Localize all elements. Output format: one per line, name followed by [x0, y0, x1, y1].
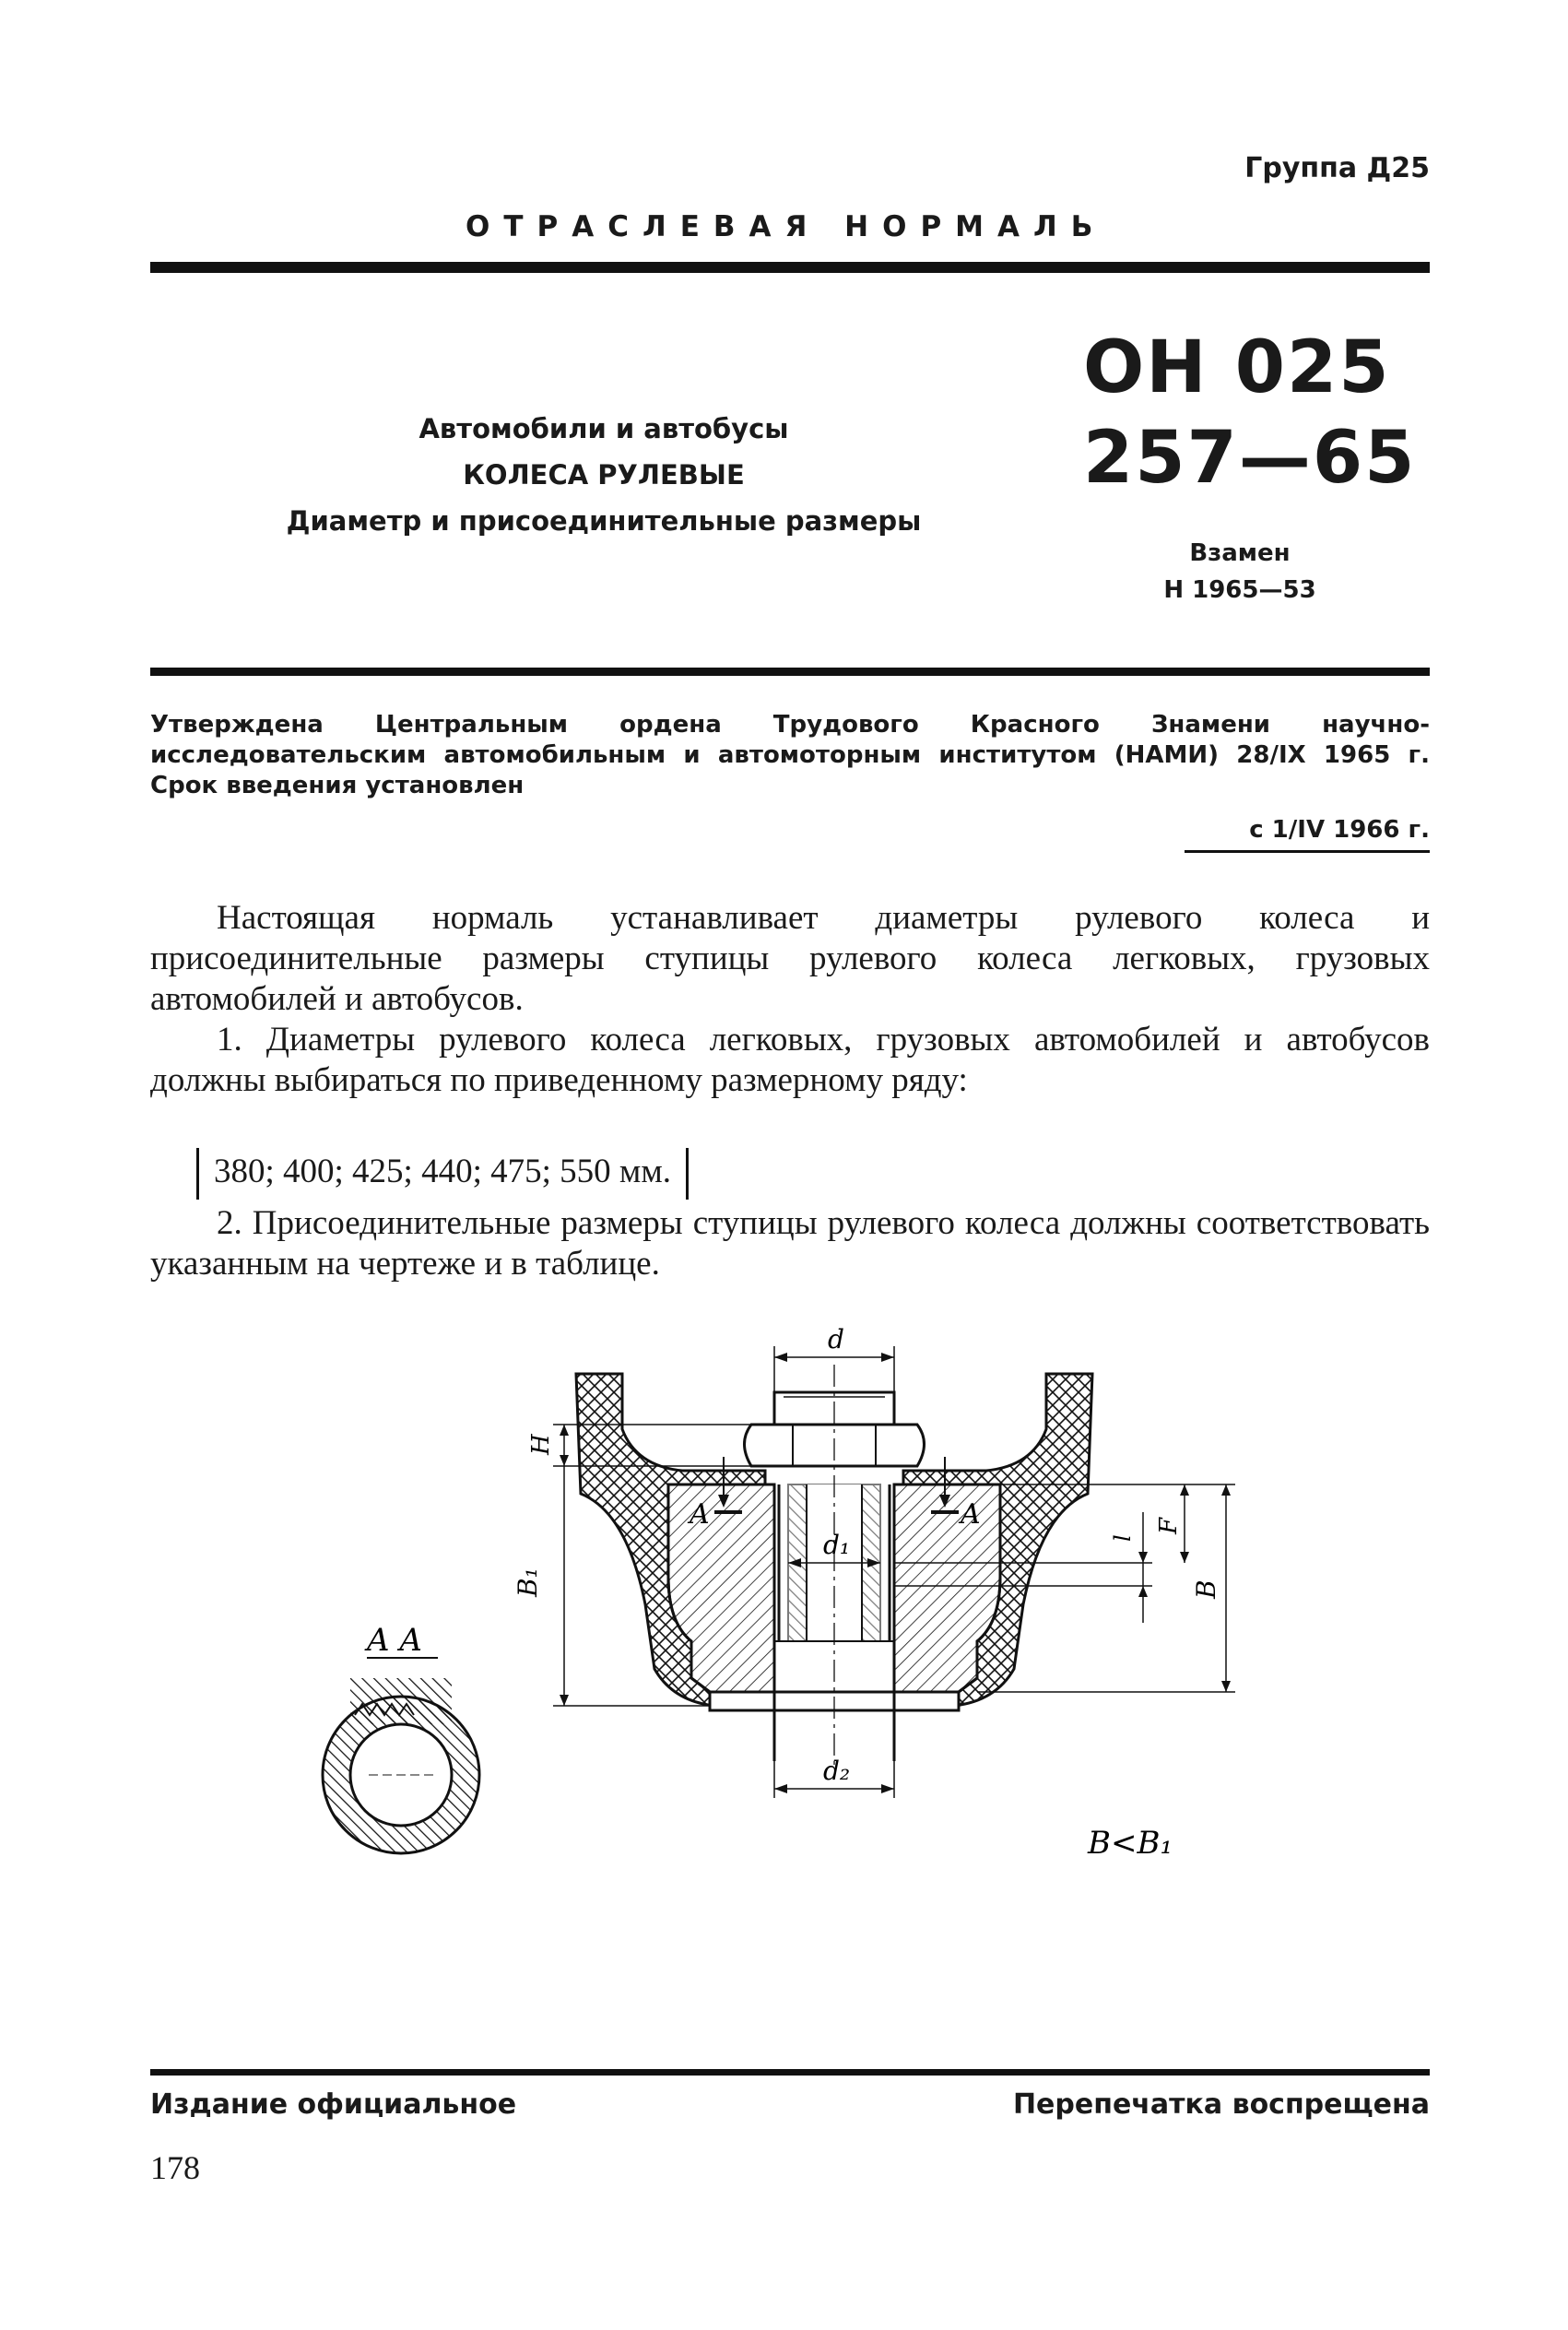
page-number: 178	[150, 2149, 200, 2186]
group-code: Группа Д25	[1244, 152, 1430, 184]
title-rule	[150, 668, 1430, 676]
footer-edition: Издание официальное	[150, 2088, 517, 2121]
dim-label-B1: B₁	[513, 1567, 543, 1597]
intro-paragraph: Настоящая нормаль устанавливает диаметры рулевого колеса и присоединительные размеры ступицы рулевого колеса легковых, грузовых автомобилей и автобусов.	[150, 899, 1430, 1018]
item-1-paragraph: 1. Диаметры рулевого колеса легковых, грузовых автомобилей и автобусов должны выбираться по приведенному размерному ряду:	[150, 1021, 1430, 1099]
dim-label-d: d	[828, 1328, 844, 1354]
header-rule	[150, 262, 1430, 273]
document-number-line-2: 257—65	[1083, 417, 1417, 500]
title-line-3: Диаметр и присоединительные размеры	[286, 505, 922, 537]
item-2-paragraph: 2. Присоединительные размеры ступицы рулевого колеса должны соответствовать указанным на чертеже и в таблице.	[150, 1204, 1430, 1283]
effective-date: с 1/IV 1966 г.	[1249, 816, 1430, 844]
replaces-value: Н 1965—53	[1163, 576, 1316, 604]
title-block	[212, 406, 996, 544]
hub-drawing	[304, 1328, 1300, 1899]
replaces-block	[1157, 535, 1323, 609]
footer-rule	[150, 2069, 1430, 2076]
approval-text: Утверждена Центральным ордена Трудового Красного Знамени научно-исследовательским автомобильным и автомоторным институтом (НАМИ) 28/IX 1965 г. Срок введения установлен	[150, 711, 1430, 799]
replaces-label: Взамен	[1189, 539, 1291, 567]
dim-label-B: B	[1191, 1579, 1221, 1599]
document-number	[1083, 323, 1416, 503]
footer-reprint-notice: Перепечатка воспрещена	[1012, 2088, 1430, 2121]
section-marker-right: A	[961, 1498, 981, 1531]
condition-note: B<B₁	[1088, 1825, 1173, 1862]
document-series: ОТРАСЛЕВАЯ НОРМАЛЬ	[466, 210, 1107, 243]
title-line-1: Автомобили и автобусы	[419, 413, 789, 444]
section-marker-left: A	[690, 1498, 710, 1531]
dim-label-d2: d₂	[823, 1756, 851, 1786]
document-number-line-1: ОН 025	[1083, 326, 1391, 409]
diameter-series: 380; 400; 425; 440; 475; 550 мм.	[196, 1148, 689, 1200]
dim-label-H: H	[527, 1434, 555, 1455]
effective-date-underline	[1185, 850, 1430, 853]
title-line-2: КОЛЕСА РУЛЕВЫЕ	[463, 459, 745, 491]
dim-label-d1: d₁	[823, 1530, 851, 1560]
section-title: A A	[367, 1622, 422, 1659]
dim-label-F: F	[1155, 1517, 1183, 1534]
dim-label-l: l	[1110, 1534, 1136, 1542]
